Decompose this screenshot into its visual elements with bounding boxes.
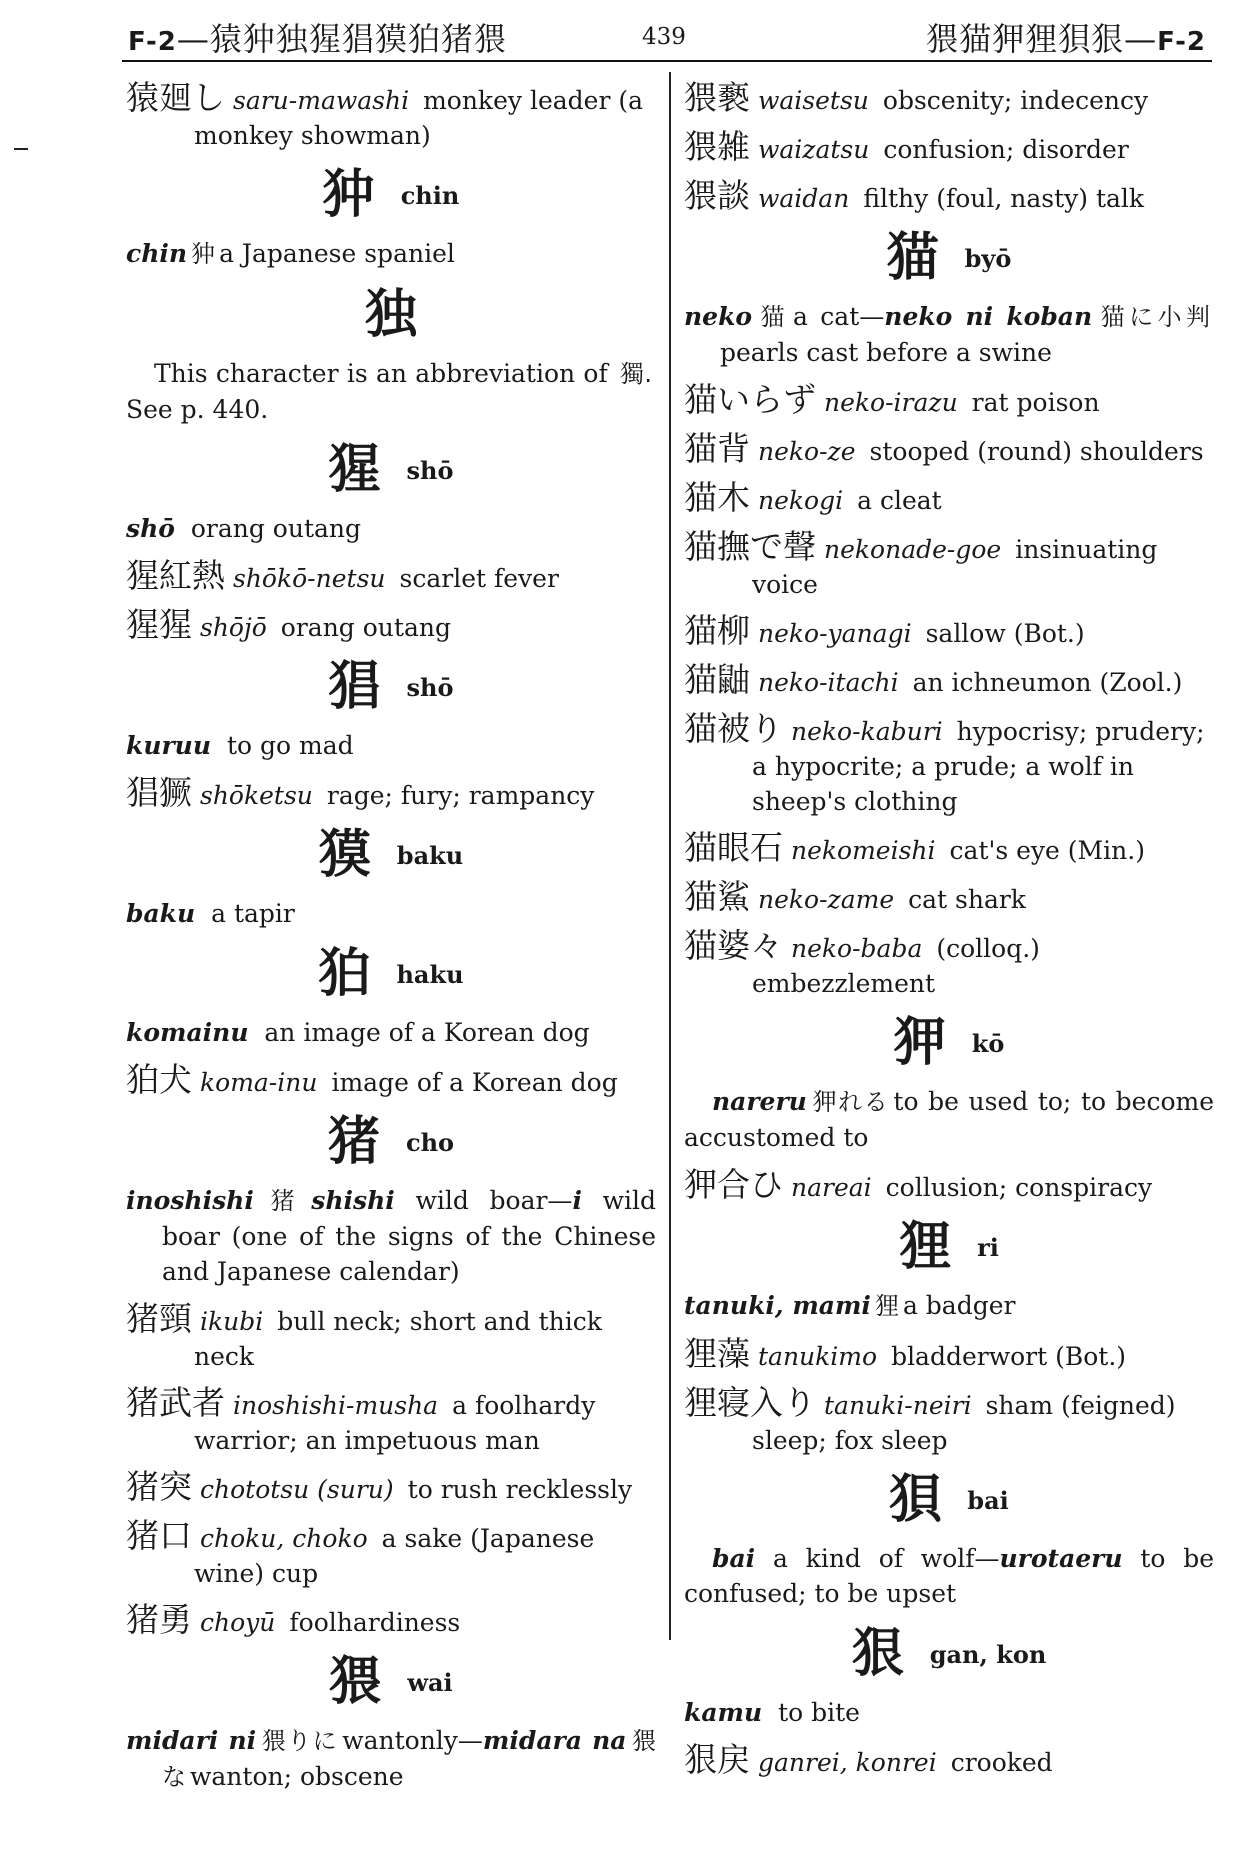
definition-byo: neko 猫 a cat—neko ni koban 猫に小判pearls cast before a swine <box>684 302 1210 367</box>
entry-nareai: 狎合ひ nareai collusion; conspiracy <box>684 1165 1153 1204</box>
note-doku: This character is an abbreviation of 獨. See p. 440. <box>126 359 652 424</box>
entry-neko-irazu: 猫いらず neko-irazu rat poison <box>684 380 1100 419</box>
entry-choku: 猪口 choku, choko a sake (Japanese wine) cup <box>126 1516 595 1588</box>
entry-waizatsu: 猥雑 waizatsu confusion; disorder <box>684 127 1129 166</box>
left-column <box>126 80 656 1807</box>
entry-nekomeishi: 猫眼石 nekomeishi cat's eye (Min.) <box>684 828 1145 867</box>
definition-chin: chin 狆 a Japanese spaniel <box>126 239 455 268</box>
margin-mark <box>14 148 28 150</box>
kanji-heading-haku: 狛 haku <box>318 944 464 1004</box>
kanji-heading-gan: 狠 gan, kon <box>851 1624 1047 1684</box>
definition-sho-1: shō orang outang <box>126 514 362 543</box>
kanji-heading-sho-1: 猩 shō <box>328 440 454 500</box>
entry-tanukimo: 狸藻 tanukimo bladderwort (Bot.) <box>684 1334 1127 1373</box>
entry-waisetsu: 猥褻 waisetsu obscenity; indecency <box>684 78 1149 117</box>
right-column <box>684 80 1214 1791</box>
entry-shoketsu: 猖獗 shōketsu rage; fury; rampancy <box>126 773 595 812</box>
page-number: 439 <box>642 24 686 50</box>
column-divider <box>669 72 671 1640</box>
running-header <box>122 8 1212 62</box>
entry-koma-inu: 狛犬 koma-inu image of a Korean dog <box>126 1060 618 1099</box>
definition-bai: bai a kind of wolf—urotaeru to be confused; to be upset <box>684 1544 1215 1608</box>
kanji-heading-chin: 狆 chin <box>322 165 460 225</box>
entry-nekogi: 猫木 nekogi a cleat <box>684 478 942 517</box>
header-left-kanji: —猿狆独猩猖獏狛猪猥 <box>176 20 507 58</box>
kanji-heading-ri: 狸 ri <box>899 1217 999 1277</box>
entry-choyu: 猪勇 choyū foolhardiness <box>126 1600 461 1639</box>
entry-shojo: 猩猩 shōjō orang outang <box>126 605 451 644</box>
kanji-heading-bai: 狽 bai <box>889 1470 1009 1530</box>
entry-saru-mawashi: 猿廻し saru-mawashi monkey leader (a monkey showman) <box>126 78 643 150</box>
header-right-code: F-2 <box>1157 27 1206 57</box>
definition-gan: kamu to bite <box>684 1698 860 1727</box>
entry-neko-itachi: 猫鼬 neko-itachi an ichneumon (Zool.) <box>684 660 1183 699</box>
entry-tanuki-neiri: 狸寝入り tanuki-neiri sham (feigned) sleep; fox sleep <box>684 1383 1176 1455</box>
definition-haku: komainu an image of a Korean dog <box>126 1018 590 1047</box>
definition-sho-2: kuruu to go mad <box>126 731 354 760</box>
entry-neko-zame: 猫鯊 neko-zame cat shark <box>684 877 1026 916</box>
definition-cho: inoshishi 猪 shishi wild boar—i wild boar (one of the signs of the Chinese and Japanese calendar) <box>126 1186 657 1286</box>
header-left-code: F-2 <box>128 27 177 57</box>
entry-chototsu: 猪突 chototsu (suru) to rush recklessly <box>126 1467 633 1506</box>
kanji-heading-cho: 猪 cho <box>327 1112 455 1172</box>
entry-waidan: 猥談 waidan filthy (foul, nasty) talk <box>684 176 1145 215</box>
kanji-heading-sho-2: 猖 shō <box>328 657 454 717</box>
entry-ganrei: 狠戻 ganrei, konrei crooked <box>684 1740 1053 1779</box>
entry-ikubi: 猪頸 ikubi bull neck; short and thick neck <box>126 1299 602 1371</box>
header-left <box>128 14 507 60</box>
header-right-kanji: 猥猫狎狸狽狠— <box>926 20 1158 58</box>
definition-ko: nareru 狎れる to be used to; to become accustomed to <box>684 1087 1214 1152</box>
entry-neko-baba: 猫婆々 neko-baba (colloq.) embezzlement <box>684 926 1040 998</box>
kanji-heading-doku: 独 <box>364 285 417 345</box>
definition-wai: midari ni 猥りに wantonly—midara na 猥な wanton; obscene <box>126 1726 656 1791</box>
entry-inoshishi-musha: 猪武者 inoshishi-musha a foolhardy warrior; an impetuous man <box>126 1383 596 1455</box>
entry-shoko-netsu: 猩紅熱 shōkō-netsu scarlet fever <box>126 556 559 595</box>
entry-neko-ze: 猫背 neko-ze stooped (round) shoulders <box>684 429 1204 468</box>
kanji-heading-baku: 獏 baku <box>318 825 464 885</box>
kanji-heading-ko: 狎 kō <box>893 1013 1005 1073</box>
entry-neko-yanagi: 猫柳 neko-yanagi sallow (Bot.) <box>684 611 1085 650</box>
entry-nekonade-goe: 猫撫で聲 nekonade-goe insinuating voice <box>684 527 1158 599</box>
kanji-heading-wai: 猥 wai <box>329 1652 453 1712</box>
kanji-heading-byo: 猫 byō <box>886 228 1012 288</box>
definition-ri: tanuki, mami 狸 a badger <box>684 1291 1016 1320</box>
header-right <box>926 14 1206 60</box>
entry-neko-kaburi: 猫被り neko-kaburi hypocrisy; prudery; a hypocrite; a prude; a wolf in sheep's clothing <box>684 709 1205 816</box>
definition-baku: baku a tapir <box>126 899 295 928</box>
